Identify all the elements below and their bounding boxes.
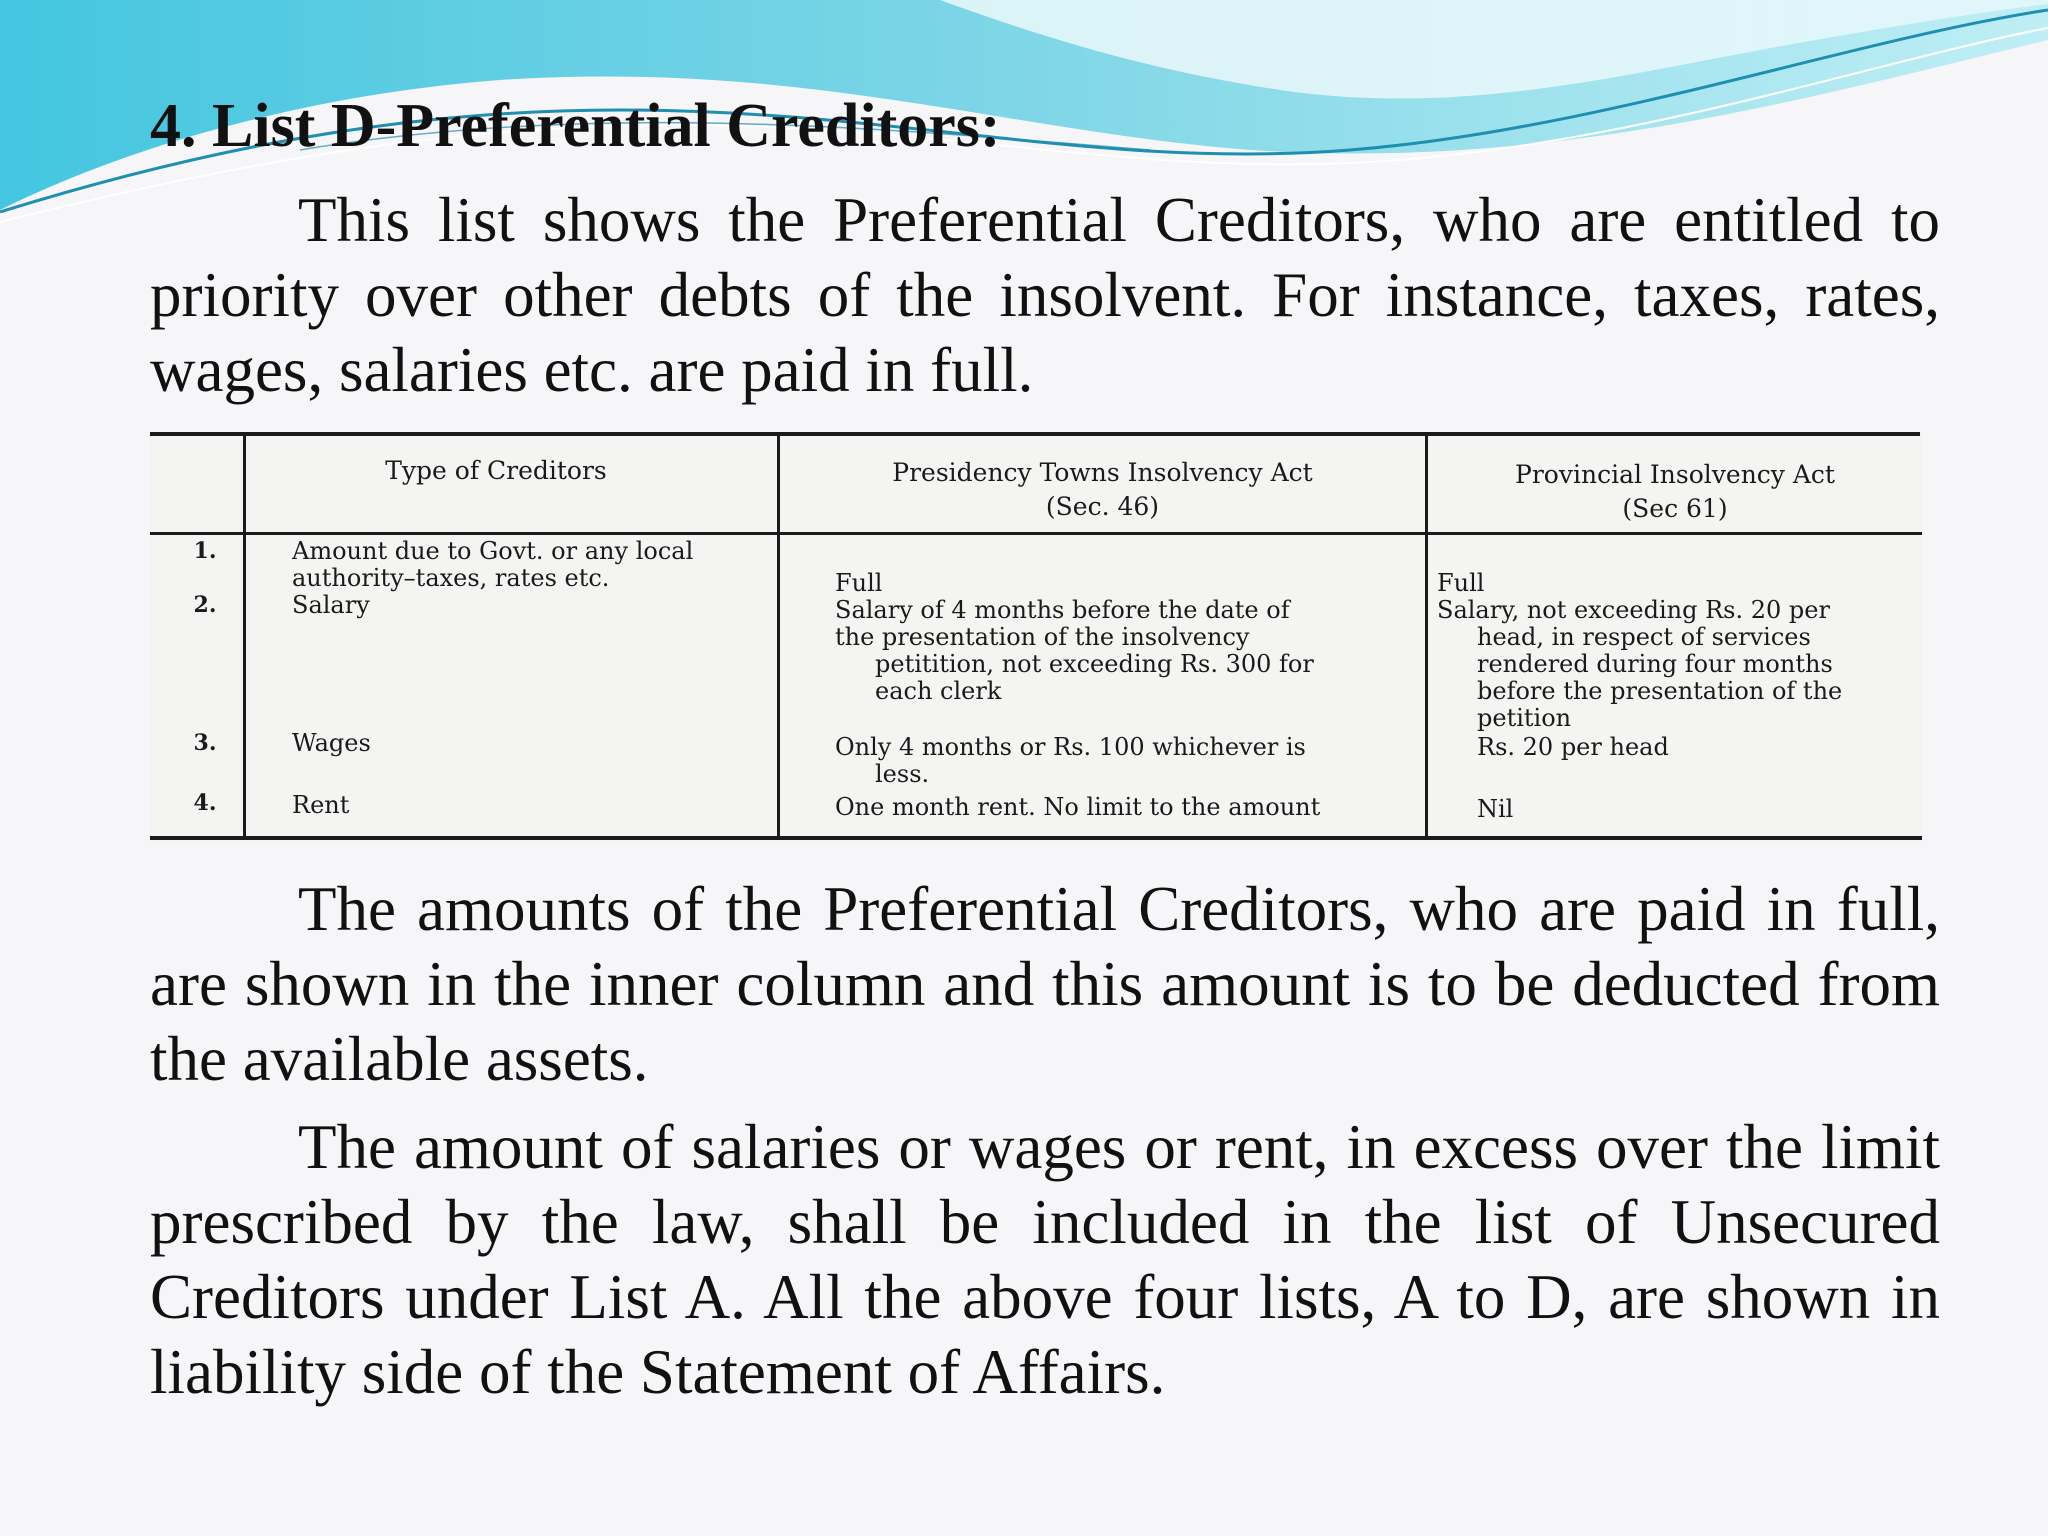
row-2-provincial-line: before the presentation of the	[1477, 677, 1843, 705]
row-4-type: Rent	[292, 791, 350, 819]
table-bottom-rule	[150, 836, 1922, 840]
row-2-provincial-full: Full	[1437, 569, 1485, 597]
header-presidency-act	[780, 456, 1425, 524]
intro-paragraph: This list shows the Preferential Creditors, who are entitled to priority over other debts of the insolvent. For instance, taxes, rates, wages, salaries etc. are paid in full.	[150, 185, 1940, 405]
row-4-presidency: One month rent. No limit to the amount	[835, 793, 1321, 821]
row-2-presidency-full: Full	[835, 569, 883, 597]
preferential-creditors-table	[150, 432, 1922, 844]
header-presidency-section: (Sec. 46)	[1045, 492, 1160, 521]
col-divider-1	[243, 432, 246, 836]
row-2-provincial	[1437, 570, 1917, 732]
row-1-type	[292, 538, 777, 592]
row-2-type: Salary	[292, 591, 370, 619]
row-2-presidency-line: each clerk	[875, 677, 1002, 705]
row-1-type-line: authority–taxes, rates etc.	[292, 564, 610, 592]
row-number: 1.	[193, 538, 217, 564]
paragraph-deducted-amounts: The amounts of the Preferential Creditors, who are paid in full, are shown in the inner column and this amount is to be deducted from the available assets.	[150, 874, 1940, 1094]
row-2-presidency-line: petitition, not exceeding Rs. 300 for	[875, 650, 1314, 678]
row-number: 4.	[193, 790, 217, 816]
section-heading: 4. List D-Preferential Creditors:	[150, 92, 1001, 160]
header-type-of-creditors: Type of Creditors	[385, 456, 607, 485]
row-4-provincial: Nil	[1477, 795, 1514, 823]
row-1-type-line: Amount due to Govt. or any local	[292, 537, 694, 565]
row-2-provincial-line: petition	[1477, 704, 1572, 732]
row-number: 3.	[193, 730, 217, 756]
header-presidency-title: Presidency Towns Insolvency Act	[892, 458, 1313, 487]
table-header-rule	[150, 532, 1922, 535]
paragraph-excess-amounts: The amount of salaries or wages or rent, in excess over the limit prescribed by the law, shall be included in the list of Unsecured Creditors under List A. All the above four lists, A to D, are shown in liability side of the Statement of Affairs.	[150, 1112, 1940, 1407]
row-3-presidency	[835, 734, 1425, 788]
row-2-presidency	[835, 570, 1425, 705]
row-3-presidency-line: Only 4 months or Rs. 100 whichever is	[835, 733, 1306, 761]
row-2-provincial-line: head, in respect of services	[1477, 623, 1811, 651]
header-provincial-section: (Sec 61)	[1622, 494, 1728, 523]
row-2-presidency-line: Salary of 4 months before the date of	[835, 596, 1290, 624]
row-number: 2.	[193, 592, 217, 618]
header-provincial-title: Provincial Insolvency Act	[1515, 460, 1835, 489]
row-2-provincial-line: rendered during four months	[1477, 650, 1833, 678]
header-provincial-act	[1428, 458, 1922, 526]
row-2-presidency-line: the presentation of the insolvency	[835, 623, 1250, 651]
row-2-provincial-line: Salary, not exceeding Rs. 20 per	[1437, 596, 1830, 624]
row-3-presidency-line: less.	[875, 760, 930, 788]
table-top-rule	[150, 432, 1920, 436]
row-3-provincial: Rs. 20 per head	[1477, 733, 1669, 761]
row-3-type: Wages	[292, 729, 371, 757]
